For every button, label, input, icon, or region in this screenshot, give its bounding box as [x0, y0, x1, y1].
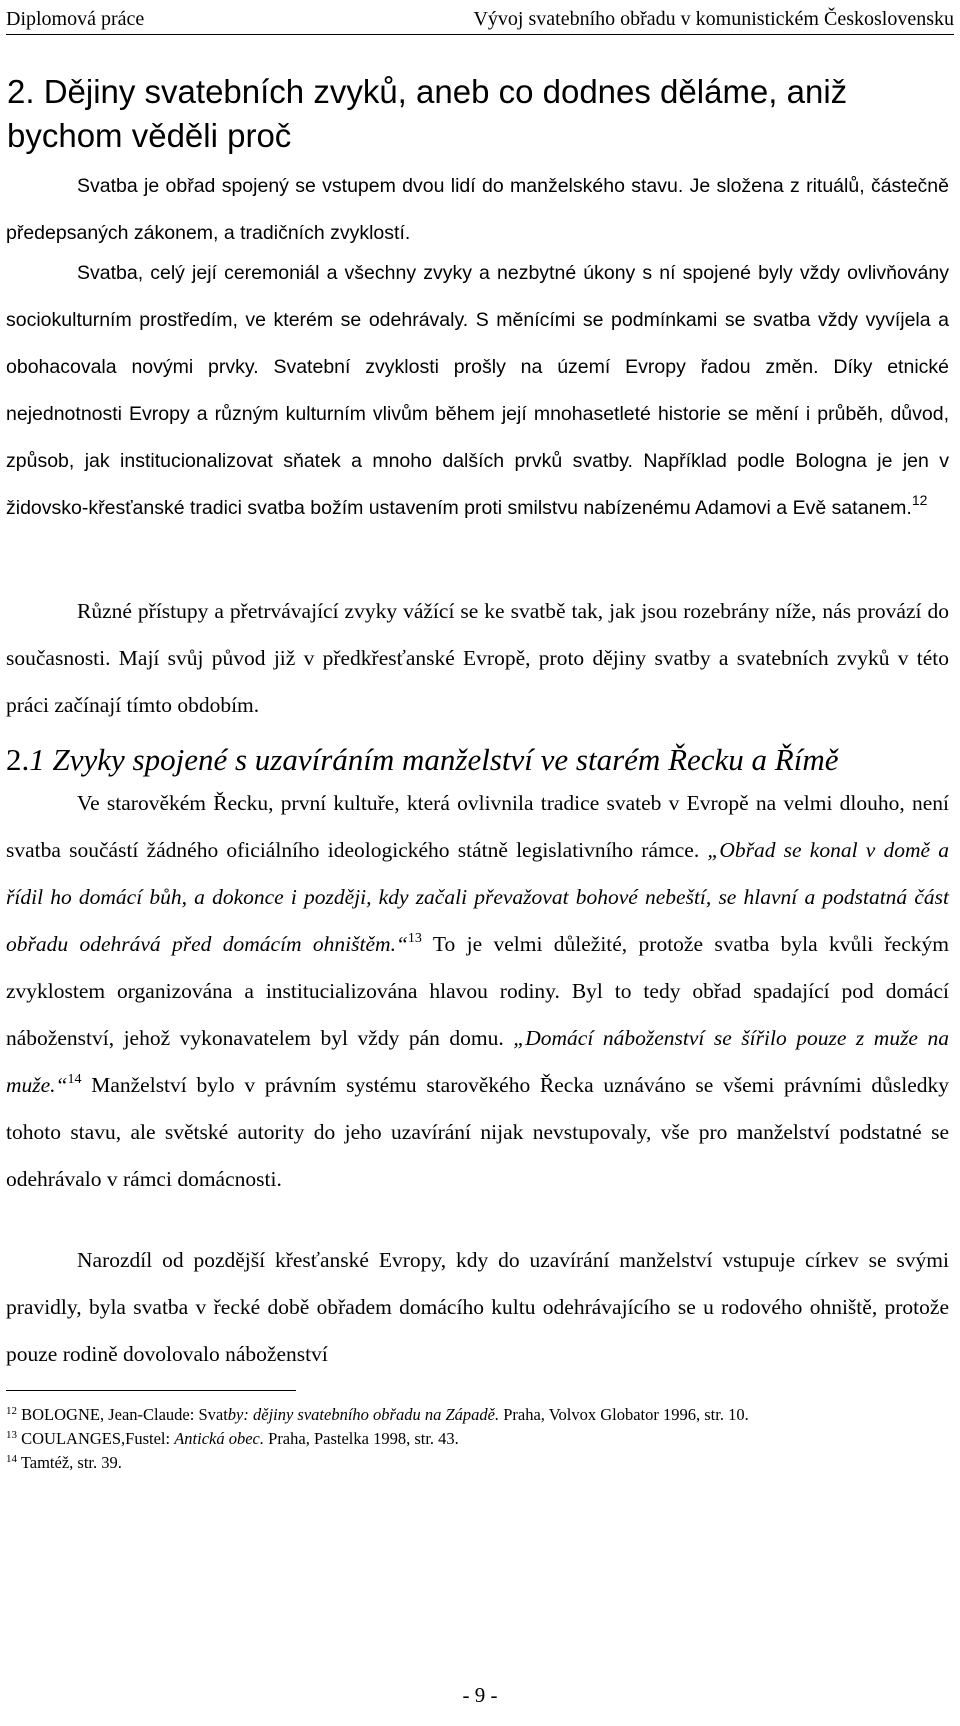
paragraph-greece-text-b: To je velmi důležité, protože svatba byla kvůli řeckým zvyklostem organizována a institucializována hlavou rodiny. Byl to tedy obřad spadající pod domácí náboženství, jehož vykonavatelem byl vždy pán domu. — [6, 932, 949, 1050]
footnote-ref-13: 13 — [407, 931, 422, 946]
footnote-13 — [6, 1429, 946, 1449]
header-right-title: Vývoj svatebního obřadu v komunistickém Československu — [473, 8, 954, 30]
footnote-14-number: 14 — [6, 1453, 17, 1465]
footnote-12-publisher: Praha, Volvox Globator 1996, str. 10. — [499, 1405, 749, 1424]
footnote-12-author: BOLOGNE, Jean-Claude: Svat — [17, 1405, 228, 1424]
header-left-title: Diplomová práce — [6, 8, 145, 30]
paragraph-greece — [6, 780, 949, 1203]
paragraph-christian-contrast: Narozdíl od pozdější křesťanské Evropy, kdy do uzavírání manželství vstupuje církev se svými pravidly, byla svatba v řecké době obřadem domácího kultu odehrávajícího se u rodového ohniště, protože pouze rodině dovolovalo náboženství — [6, 1248, 949, 1366]
footnote-14-text: Tamtéž, str. 39. — [17, 1453, 122, 1472]
footnote-14 — [6, 1453, 946, 1473]
footnote-13-author: COULANGES,Fustel: — [17, 1429, 175, 1448]
quote-domestic-religion: „Domácí náboženství se šířilo pouze z muže na muže.“ — [6, 1026, 949, 1097]
footnote-12-title: by: dějiny svatebního obřadu na Západě. — [227, 1405, 500, 1424]
paragraph-approaches: Různé přístupy a přetrvávající zvyky vážící se ke svatbě tak, jak jsou rozebrány níže, nás provází do současnosti. Mají svůj původ již v předkřesťanské Evropě, proto dějiny svatby a svatebních zvyků v této práci začínají tímto obdobím. — [6, 599, 949, 717]
paragraph-greece-text-a: Ve starověkém Řecku, první kultuře, která ovlivnila tradice svateb v Evropě na velmi dlouho, není svatba součástí žádného oficiálního ideologického státně legislativního rámce. — [6, 791, 949, 862]
footnote-13-number: 13 — [6, 1429, 17, 1441]
paragraph-greece-text-c: Manželství bylo v právním systému starověkého Řecka uznáváno se všemi právními důsledky tohoto stavu, ale světské autority do jeho uzavírání nijak nevstupovaly, vše pro manželství podstatné se odehrávalo v rámci domácnosti. — [6, 1073, 949, 1191]
paragraph-intro: Svatba je obřad spojený se vstupem dvou lidí do manželského stavu. Je složena z rituálů, částečně předepsaných zákonem, a tradičních zvyklostí. — [6, 175, 949, 244]
running-header — [6, 4, 954, 35]
footnote-ref-12: 12 — [911, 492, 928, 508]
quote-domestic-god: „Obřad se konal v domě a řídil ho domácí bůh, a dokonce i později, kdy začali převažovat bohové nebeští, se hlavní a podstatná část obřadu odehrává před domácím ohništěm.“ — [6, 838, 949, 956]
chapter-title: 2. Dějiny svatebních zvyků, aneb co dodnes děláme, aniž bychom věděli proč — [7, 73, 848, 154]
section-title — [6, 738, 838, 782]
paragraph-history — [6, 250, 949, 532]
footnote-separator — [6, 1390, 296, 1391]
footnotes — [6, 1405, 946, 1477]
footnote-12 — [6, 1405, 946, 1425]
footnote-ref-14: 14 — [67, 1072, 82, 1087]
footnote-12-number: 12 — [6, 1405, 17, 1417]
page-number: - 9 - — [462, 1683, 498, 1707]
section-number: 2. — [6, 742, 30, 777]
section-title-text: 1 Zvyky spojené s uzavíráním manželství ve starém Řecku a Římě — [29, 742, 839, 777]
footnote-13-publisher: Praha, Pastelka 1998, str. 43. — [264, 1429, 459, 1448]
footnote-13-title: Antická obec. — [174, 1429, 265, 1448]
paragraph-history-text: Svatba, celý její ceremoniál a všechny zvyky a nezbytné úkony s ní spojené byly vždy ovlivňovány sociokulturním prostředím, ve kterém se odehrávaly. S měnícími se podmínkami se svatba vždy vyvíjela a obohacovala novými prvky. Svatební zvyklosti prošly na území Evropy řadou změn. Díky etnické nejednotnosti Evropy a různým kulturním vlivům během její mnohasetleté historie se mění i průběh, důvod, způsob, jak institucionalizovat sňatek a mnoho dalších prvků svatby. Například podle Bologna je jen v židovsko-křesťanské tradici svatba božím ustavením proti smilstvu nabízenému Adamovi a Evě satanem. — [6, 262, 949, 519]
